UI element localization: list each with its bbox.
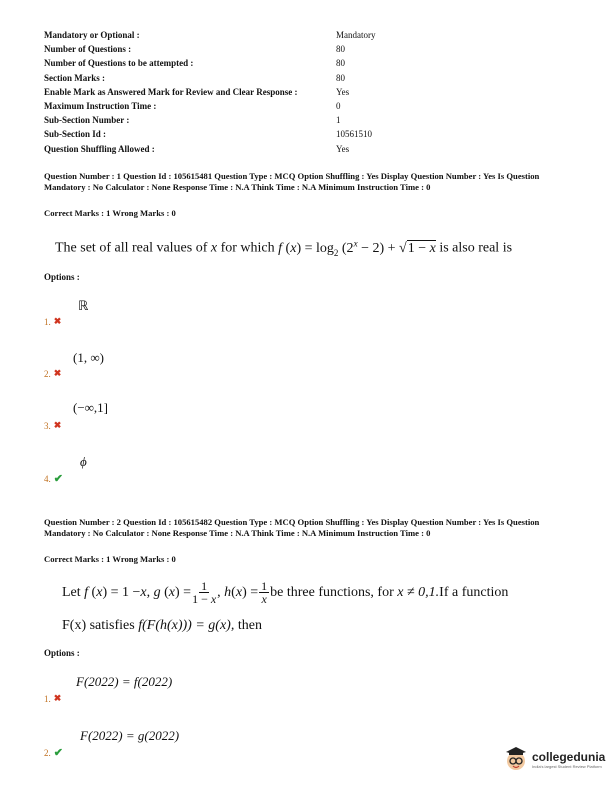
q2-question-line-1: Let f ( x ) = 1 − x , g ( x ) = $\frac{1}{1 - x}$ , h ( x ) = $\frac{1}{x}$ be three functions, for x ≠ 0,1. If a function	[62, 579, 509, 606]
meta-value: 80	[336, 44, 345, 55]
q2-option-2[interactable]	[44, 746, 63, 759]
q1-option-2-text: (1, ∞)	[73, 350, 104, 365]
q1-text-prefix: The set of all real values of	[55, 240, 211, 256]
meta-value: 80	[336, 72, 345, 83]
meta-row	[44, 85, 376, 99]
q2-line2-b: f(F(h(x))) = g(x),	[138, 618, 235, 633]
collegedunia-logo[interactable]	[503, 746, 605, 772]
q1-formula: f $(x) = \log_2 (2^x - 2) + √1 - x$	[278, 238, 436, 258]
q1-marks: Correct Marks : 1 Wrong Marks : 0	[44, 208, 176, 218]
meta-row	[44, 142, 376, 156]
meta-value: 10561510	[336, 129, 372, 140]
meta-key: Mandatory or Optional :	[44, 30, 140, 40]
q1-var-x: x	[210, 240, 218, 256]
q1-option-1-text: ℝ	[78, 298, 89, 313]
meta-value: Yes	[336, 143, 350, 154]
meta-row	[44, 71, 376, 85]
q1-option-3-text: (−∞,1]	[73, 400, 109, 415]
meta-key: Section Marks :	[44, 72, 105, 83]
q1-option-2[interactable]	[44, 368, 61, 379]
meta-value: 1	[336, 115, 341, 126]
q1-option-4-num: 4.	[44, 473, 51, 484]
meta-key: Sub-Section Number :	[44, 115, 130, 126]
q1-option-2-num: 2.	[44, 368, 51, 379]
q2-question-line-2	[62, 618, 262, 634]
check-icon: ✔	[53, 747, 63, 759]
meta-key: Number of Questions :	[44, 44, 132, 55]
meta-value: 0	[336, 101, 341, 112]
q1-option-1[interactable]	[44, 316, 61, 327]
q2-line1-end: If a function	[439, 584, 509, 600]
meta-key: Number of Questions to be attempted :	[44, 58, 194, 69]
q1-options-label: Options :	[44, 272, 80, 282]
check-icon: ✔	[53, 473, 63, 485]
q2-header: Question Number : 2 Question Id : 105615482 Question Type : MCQ Option Shuffling : Yes Display Question Number : Yes Is Question Mandatory : No Calculator : None Response Time : N.A Think Time : N.A Minimum Instruction Time : 0	[44, 517, 540, 538]
meta-row	[44, 56, 376, 70]
meta-row	[44, 127, 376, 141]
logo-tagline: India's largest Student Review Platform	[532, 763, 602, 769]
q1-option-4[interactable]	[44, 472, 63, 485]
q2-option-1[interactable]	[44, 693, 61, 704]
logo-brand: collegedunia	[532, 749, 606, 764]
q2-condition: x ≠ 0,1.	[397, 584, 440, 600]
cross-icon: ✖	[53, 693, 62, 703]
meta-row	[44, 28, 376, 42]
cross-icon: ✖	[53, 368, 62, 378]
section-meta	[44, 28, 376, 156]
meta-value: Mandatory	[336, 30, 376, 40]
q2-let: Let	[62, 584, 81, 600]
q2-option-1-text: F(2022) = f(2022)	[76, 674, 173, 689]
cross-icon: ✖	[53, 316, 62, 326]
meta-key: Sub-Section Id :	[44, 129, 107, 140]
meta-row	[44, 42, 376, 56]
q1-option-3-num: 3.	[44, 420, 51, 431]
q2-line1-suffix: be three functions, for	[270, 584, 394, 600]
meta-key: Question Shuffling Allowed :	[44, 143, 155, 154]
q1-question-text	[55, 238, 512, 257]
mascot-icon	[503, 746, 529, 772]
q1-option-1-num: 1.	[44, 316, 51, 327]
q1-header: Question Number : 1 Question Id : 105615481 Question Type : MCQ Option Shuffling : Yes Display Question Number : Yes Is Question Mandatory : No Calculator : None Response Time : N.A Think Time : N.A Minimum Instruction Time : 0	[44, 171, 540, 192]
q1-text-suffix: is also real is	[435, 240, 513, 256]
meta-value: 80	[336, 58, 345, 69]
meta-row	[44, 113, 376, 127]
q1-text-mid: for which	[217, 240, 279, 256]
q2-option-1-num: 1.	[44, 693, 51, 704]
meta-value: Yes	[336, 86, 350, 97]
q2-marks: Correct Marks : 1 Wrong Marks : 0	[44, 554, 176, 564]
meta-row	[44, 99, 376, 113]
q2-line2-a: F(x) satisfies	[62, 618, 139, 633]
q2-option-2-text: F(2022) = g(2022)	[80, 728, 180, 743]
meta-key: Enable Mark as Answered Mark for Review and Clear Response :	[44, 86, 298, 97]
q1-option-3[interactable]	[44, 420, 61, 431]
meta-key: Maximum Instruction Time :	[44, 101, 157, 112]
q2-line2-c: then	[234, 618, 262, 633]
q1-option-4-text: ϕ	[80, 454, 87, 469]
cross-icon: ✖	[53, 420, 62, 430]
q2-options-label: Options :	[44, 648, 80, 658]
q2-option-2-num: 2.	[44, 747, 51, 758]
